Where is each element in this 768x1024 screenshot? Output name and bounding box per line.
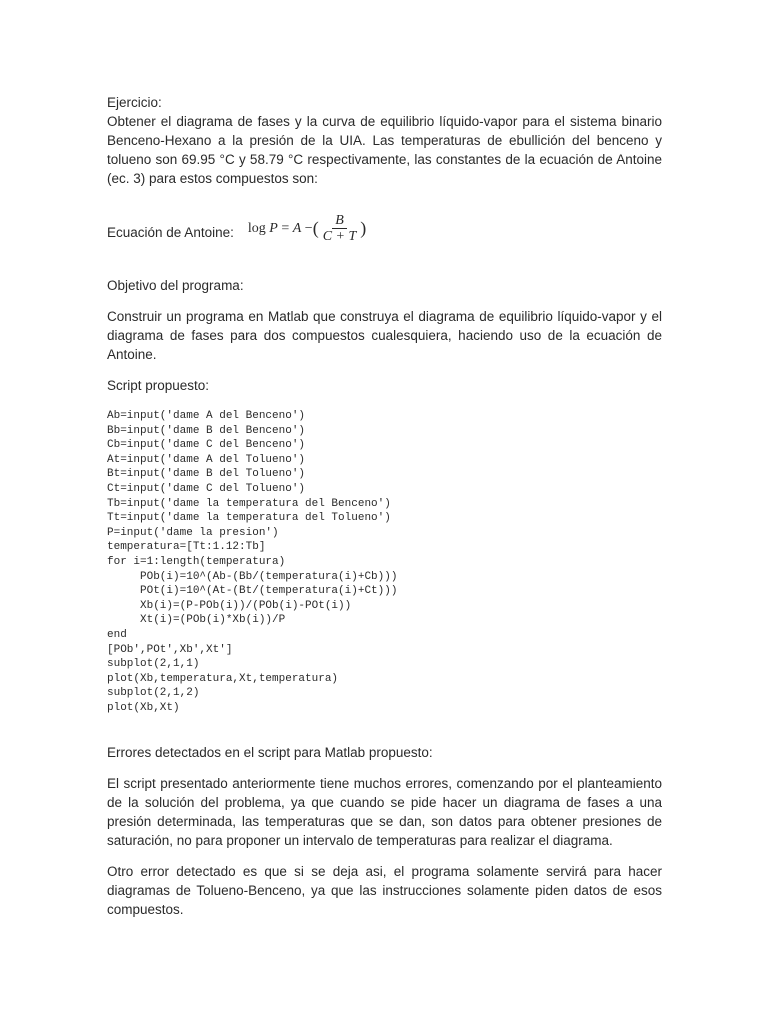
- antoine-equation: log P = A − ( $\frac{B}{C + T}$ ): [247, 212, 367, 244]
- antoine-label: Ecuación de Antoine:: [107, 224, 234, 240]
- errors-heading: Errores detectados en el script para Matlab propuesto:: [107, 745, 433, 761]
- code-line: temperatura=[Tt:1.12:Tb]: [107, 541, 266, 554]
- code-line: Xb(i)=(P-POb(i))/(POb(i)-POt(i)): [107, 599, 352, 612]
- objective-heading: Objetivo del programa:: [107, 278, 244, 293]
- constant-a-symbol: A: [292, 220, 302, 236]
- document-page: [107, 93, 662, 919]
- code-line: subplot(2,1,1): [107, 658, 200, 671]
- exercise-statement: Obtener el diagrama de fases y la curva de equilibrio líquido-vapor para el sistema binario Benceno-Hexano a la presión de la UIA. Las temperaturas de ebullición del benceno y tolueno son 69.95 °C y 58.79 °C respectivamente, las constantes de la ecuación de Antoine (ec. 3) para estos compuestos son:: [107, 114, 662, 186]
- code-line: Tt=input('dame la temperatura del Tolueno'): [107, 512, 391, 525]
- code-line: plot(Xb,Xt): [107, 701, 180, 714]
- code-line: plot(Xb,temperatura,Xt,temperatura): [107, 672, 339, 685]
- fraction-numerator: B: [332, 213, 347, 229]
- log-text: log: [247, 220, 266, 236]
- code-line: for i=1:length(temperatura): [107, 555, 286, 568]
- code-line: Bb=input('dame B del Benceno'): [107, 424, 306, 437]
- antoine-equation-row: [107, 212, 662, 252]
- antoine-fraction: [320, 213, 360, 244]
- code-line: Ab=input('dame A del Benceno'): [107, 410, 306, 422]
- code-line: POt(i)=10^(At-(Bt/(temperatura(i)+Ct))): [107, 585, 398, 598]
- errors-paragraph-2: Otro error detectado es que si se deja asi, el programa solamente servirá para hacer diagramas de Tolueno-Benceno, ya que las instrucciones solamente piden datos de esos compuestos.: [107, 864, 662, 918]
- pressure-symbol: P: [269, 220, 278, 236]
- code-line: end: [107, 628, 127, 641]
- code-line: Cb=input('dame C del Benceno'): [107, 439, 306, 452]
- code-line: At=input('dame A del Tolueno'): [107, 453, 306, 466]
- code-line: Bt=input('dame B del Tolueno'): [107, 468, 306, 481]
- code-line: P=input('dame la presion'): [107, 526, 279, 539]
- fraction-denominator: C + T: [322, 228, 357, 244]
- errors-paragraph-1: El script presentado anteriormente tiene muchos errores, comenzando por el planteamiento de la solución del problema, ya que cuando se pide hacer un diagrama de fases a una presión determinada, las temperaturas que se dan, son datos para obtener presiones de saturación, no para proponer un intervalo de temperaturas para realizar el diagrama.: [107, 776, 662, 849]
- code-line: [POb',POt',Xb',Xt']: [107, 643, 233, 656]
- objective-text: Construir un programa en Matlab que construya el diagrama de equilibrio líquido-vapor y el diagrama de fases para dos compuestos cualesquiera, haciendo uso de la ecuación de Antoine.: [107, 309, 662, 362]
- script-heading: Script propuesto:: [107, 378, 210, 393]
- code-line: POb(i)=10^(Ab-(Bb/(temperatura(i)+Cb))): [107, 570, 398, 583]
- code-line: Xt(i)=(POb(i)*Xb(i))/P: [107, 614, 286, 627]
- script-code-block: [107, 409, 662, 715]
- code-line: subplot(2,1,2): [107, 687, 200, 700]
- code-line: Ct=input('dame C del Tolueno'): [107, 482, 306, 495]
- exercise-label: Ejercicio:: [107, 95, 162, 110]
- code-line: Tb=input('dame la temperatura del Benceno'): [107, 497, 391, 510]
